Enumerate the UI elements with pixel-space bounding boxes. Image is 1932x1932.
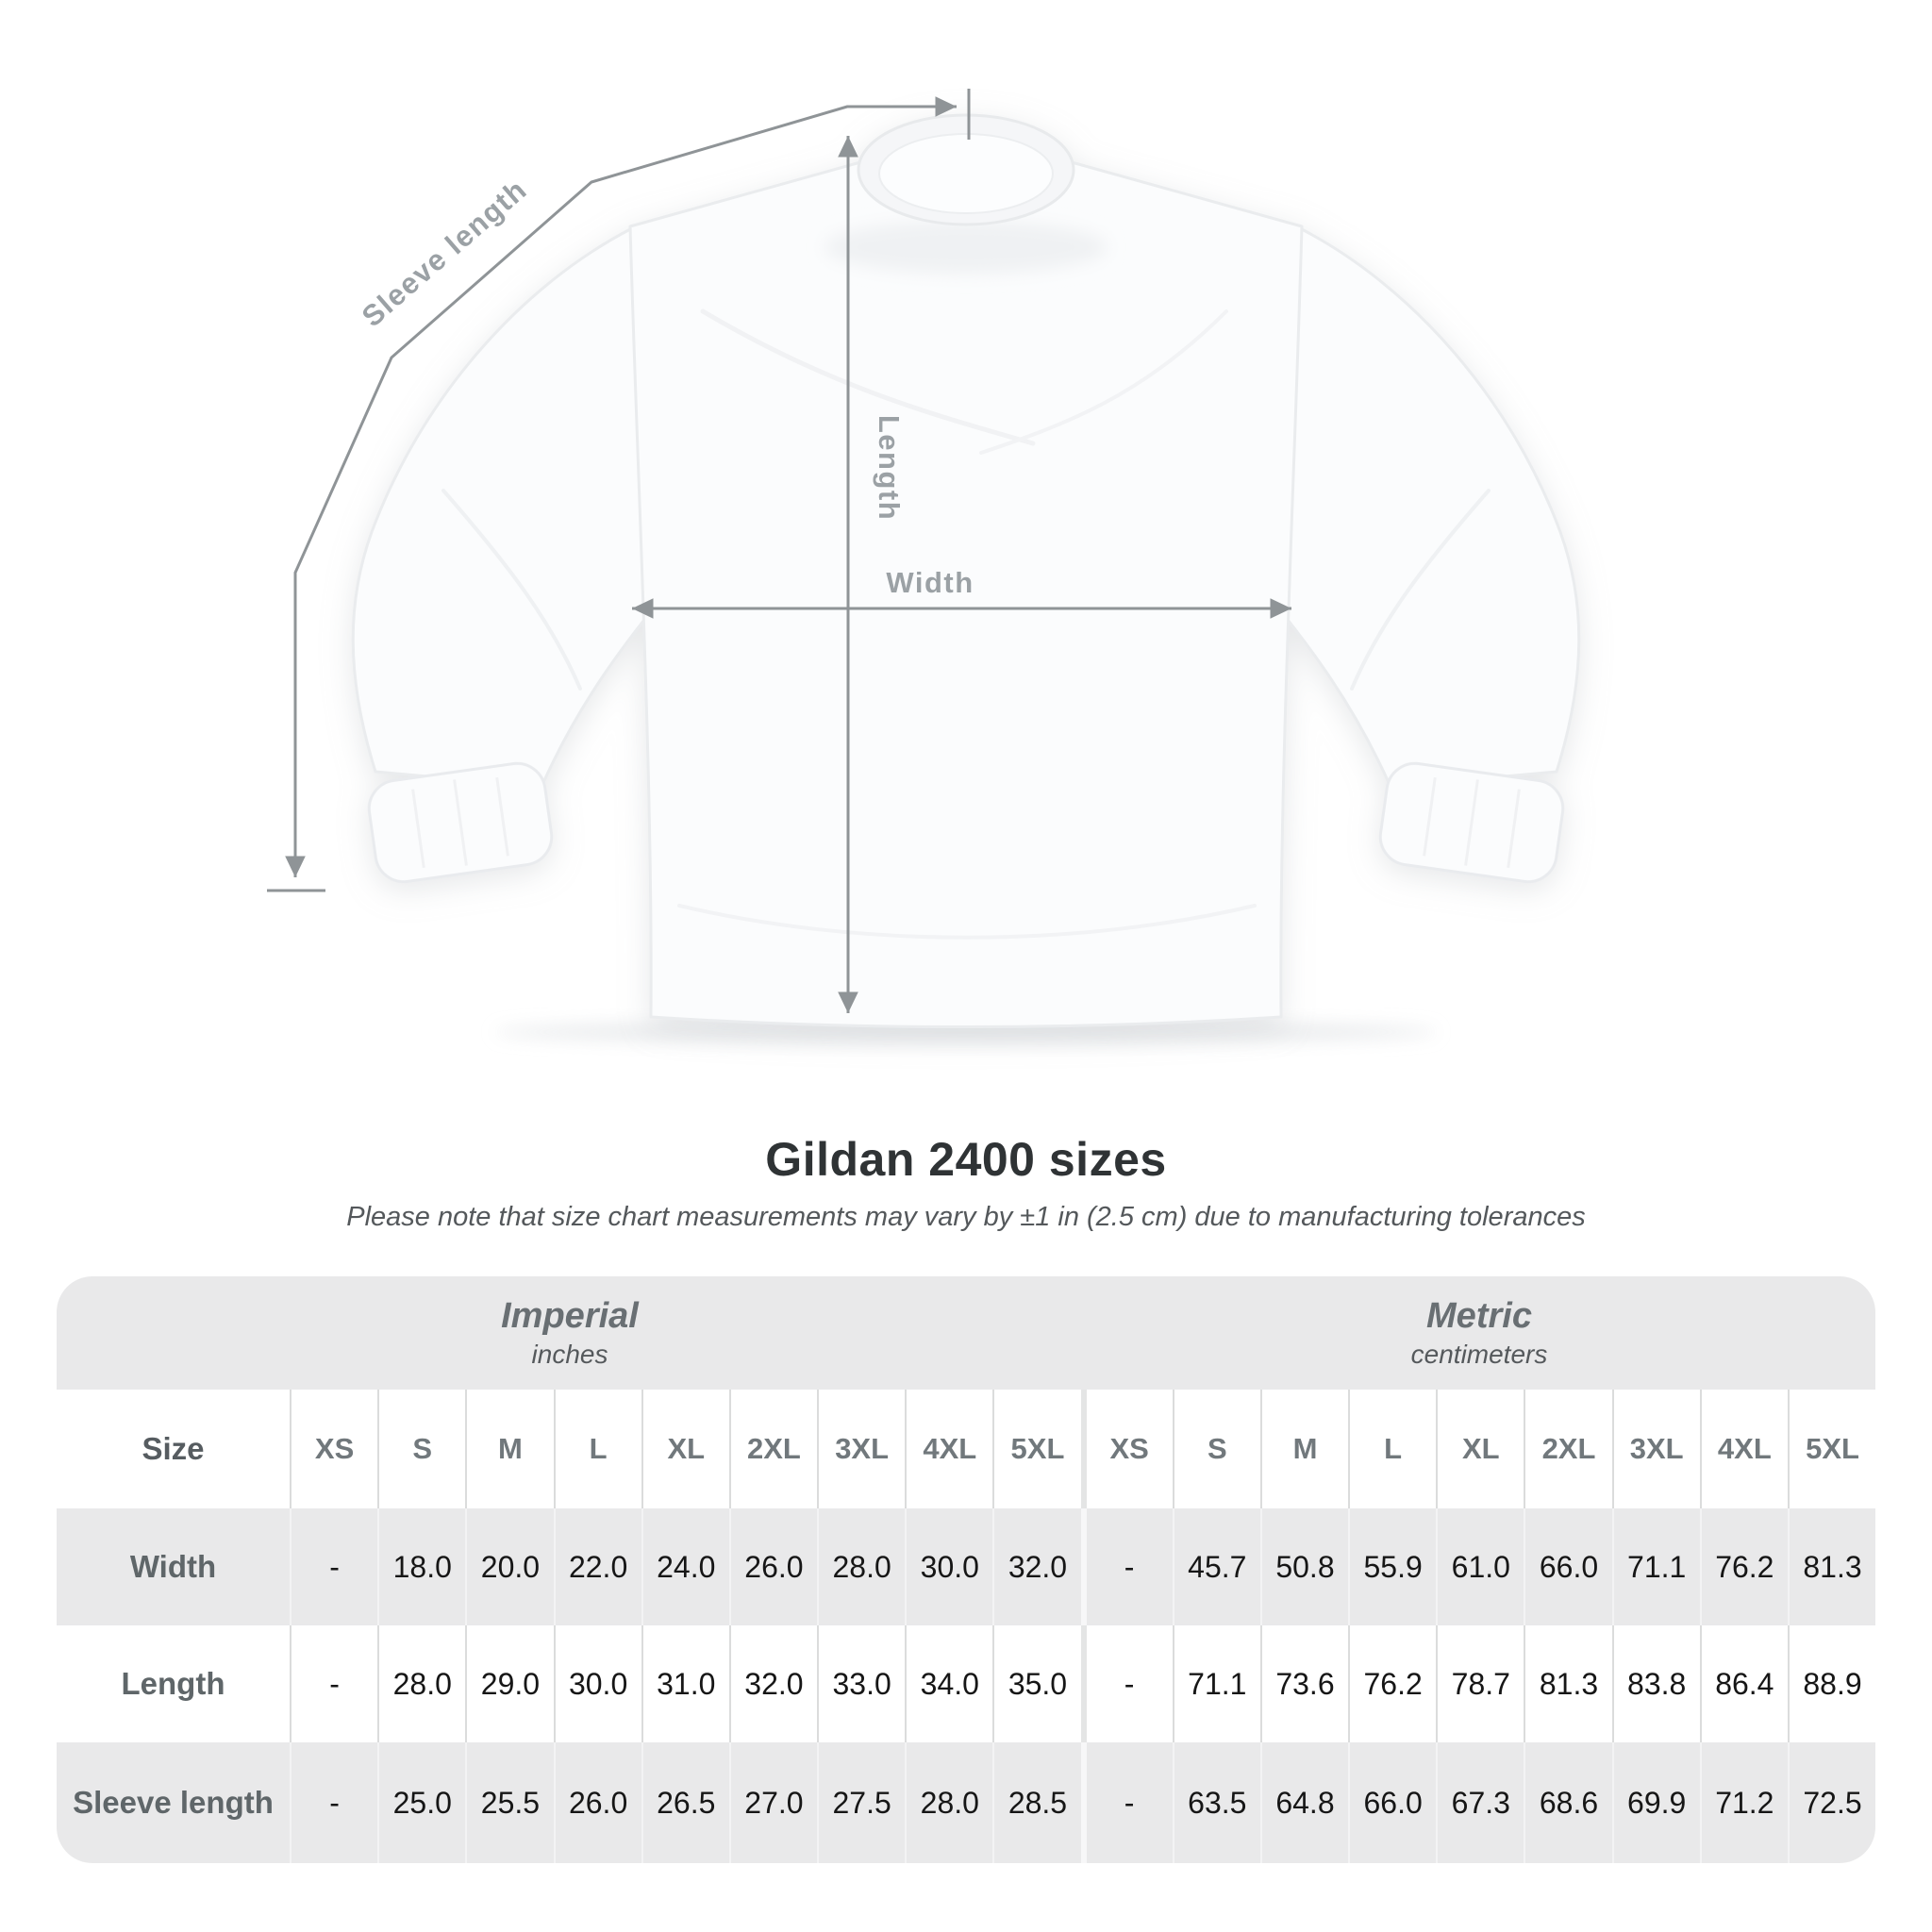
size-header-row bbox=[57, 1390, 1875, 1508]
value-cell: 25.0 bbox=[377, 1742, 465, 1863]
value-cell: 45.7 bbox=[1173, 1508, 1260, 1625]
value-cell: 67.3 bbox=[1436, 1742, 1524, 1863]
page-title: Gildan 2400 sizes bbox=[765, 1133, 1167, 1186]
value-cell: 26.0 bbox=[729, 1508, 817, 1625]
column-header: 3XL bbox=[1612, 1390, 1700, 1508]
value-cell: 28.5 bbox=[992, 1742, 1080, 1863]
value-cell: 18.0 bbox=[377, 1508, 465, 1625]
value-cell: 71.1 bbox=[1612, 1508, 1700, 1625]
column-header: XL bbox=[641, 1390, 729, 1508]
value-cell: 72.5 bbox=[1788, 1742, 1875, 1863]
unit-label-imperial: Imperial bbox=[501, 1296, 639, 1336]
value-cell: - bbox=[1081, 1625, 1173, 1742]
value-cell: 27.0 bbox=[729, 1742, 817, 1863]
value-cell: 24.0 bbox=[641, 1508, 729, 1625]
column-header: 2XL bbox=[1524, 1390, 1611, 1508]
unit-band bbox=[57, 1276, 1875, 1390]
value-cell: 83.8 bbox=[1612, 1625, 1700, 1742]
value-cell: 76.2 bbox=[1348, 1625, 1436, 1742]
value-cell: 32.0 bbox=[992, 1508, 1080, 1625]
value-cell: 27.5 bbox=[817, 1742, 905, 1863]
column-header: M bbox=[465, 1390, 553, 1508]
row-label: Length bbox=[121, 1666, 225, 1701]
column-header: S bbox=[1173, 1390, 1260, 1508]
column-header: 4XL bbox=[1700, 1390, 1788, 1508]
value-cell: 35.0 bbox=[992, 1625, 1080, 1742]
shirt-right-cuff bbox=[1376, 759, 1566, 885]
column-header: 3XL bbox=[817, 1390, 905, 1508]
column-header: L bbox=[1348, 1390, 1436, 1508]
value-cell: 28.0 bbox=[817, 1508, 905, 1625]
value-cell: 30.0 bbox=[905, 1508, 992, 1625]
unit-sublabel-inches: inches bbox=[531, 1340, 608, 1369]
value-cell: 26.0 bbox=[554, 1742, 641, 1863]
value-cell: 66.0 bbox=[1524, 1508, 1611, 1625]
unit-group-metric bbox=[1083, 1276, 1875, 1390]
size-header-cell: Size bbox=[142, 1431, 205, 1466]
column-header: 5XL bbox=[992, 1390, 1080, 1508]
width-label: Width bbox=[886, 566, 974, 599]
value-cell: 71.1 bbox=[1173, 1625, 1260, 1742]
value-cell: 78.7 bbox=[1436, 1625, 1524, 1742]
value-cell: 33.0 bbox=[817, 1625, 905, 1742]
value-cell: 25.5 bbox=[465, 1742, 553, 1863]
value-cell: 63.5 bbox=[1173, 1742, 1260, 1863]
column-header: M bbox=[1260, 1390, 1348, 1508]
column-header: XS bbox=[290, 1390, 377, 1508]
value-cell: 66.0 bbox=[1348, 1742, 1436, 1863]
row-label: Sleeve length bbox=[73, 1785, 274, 1820]
value-cell: - bbox=[1081, 1508, 1173, 1625]
column-header: S bbox=[377, 1390, 465, 1508]
value-cell: 29.0 bbox=[465, 1625, 553, 1742]
shirt-left-cuff bbox=[365, 759, 555, 885]
value-cell: 55.9 bbox=[1348, 1508, 1436, 1625]
value-cell: 71.2 bbox=[1700, 1742, 1788, 1863]
value-cell: - bbox=[290, 1508, 377, 1625]
value-cell: 50.8 bbox=[1260, 1508, 1348, 1625]
row-label: Width bbox=[129, 1549, 217, 1584]
shirt-collar-inner bbox=[879, 134, 1053, 213]
value-cell: 69.9 bbox=[1612, 1742, 1700, 1863]
value-cell: 34.0 bbox=[905, 1625, 992, 1742]
value-cell: 61.0 bbox=[1436, 1508, 1524, 1625]
column-header: 2XL bbox=[729, 1390, 817, 1508]
column-header: XL bbox=[1436, 1390, 1524, 1508]
value-cell: 81.3 bbox=[1788, 1508, 1875, 1625]
size-table bbox=[57, 1276, 1875, 1863]
table-body bbox=[57, 1508, 1875, 1863]
table-row bbox=[57, 1508, 1875, 1625]
value-cell: 73.6 bbox=[1260, 1625, 1348, 1742]
value-cell: 64.8 bbox=[1260, 1742, 1348, 1863]
collar-shadow bbox=[824, 221, 1108, 274]
value-cell: - bbox=[290, 1625, 377, 1742]
unit-sublabel-centimeters: centimeters bbox=[1410, 1340, 1548, 1369]
value-cell: 76.2 bbox=[1700, 1508, 1788, 1625]
page-subtitle: Please note that size chart measurements may vary by ±1 in (2.5 cm) due to manufacturing tolerances bbox=[346, 1202, 1586, 1232]
value-cell: 22.0 bbox=[554, 1508, 641, 1625]
value-cell: - bbox=[1081, 1742, 1173, 1863]
value-cell: 88.9 bbox=[1788, 1625, 1875, 1742]
unit-group-imperial bbox=[57, 1276, 1083, 1390]
column-header: XS bbox=[1081, 1390, 1173, 1508]
column-header: L bbox=[554, 1390, 641, 1508]
value-cell: 31.0 bbox=[641, 1625, 729, 1742]
column-header: 5XL bbox=[1788, 1390, 1875, 1508]
value-cell: 32.0 bbox=[729, 1625, 817, 1742]
value-cell: 28.0 bbox=[905, 1742, 992, 1863]
value-cell: - bbox=[290, 1742, 377, 1863]
column-header: 4XL bbox=[905, 1390, 992, 1508]
shirt-right-sleeve bbox=[1264, 228, 1579, 787]
table-row bbox=[57, 1742, 1875, 1863]
value-cell: 20.0 bbox=[465, 1508, 553, 1625]
value-cell: 30.0 bbox=[554, 1625, 641, 1742]
value-cell: 68.6 bbox=[1524, 1742, 1611, 1863]
table-row bbox=[57, 1625, 1875, 1742]
unit-label-metric: Metric bbox=[1426, 1296, 1532, 1336]
value-cell: 86.4 bbox=[1700, 1625, 1788, 1742]
value-cell: 81.3 bbox=[1524, 1625, 1611, 1742]
length-label: Length bbox=[873, 414, 906, 522]
value-cell: 26.5 bbox=[641, 1742, 729, 1863]
sleeve-length-label: Sleeve length bbox=[355, 172, 534, 334]
value-cell: 28.0 bbox=[377, 1625, 465, 1742]
